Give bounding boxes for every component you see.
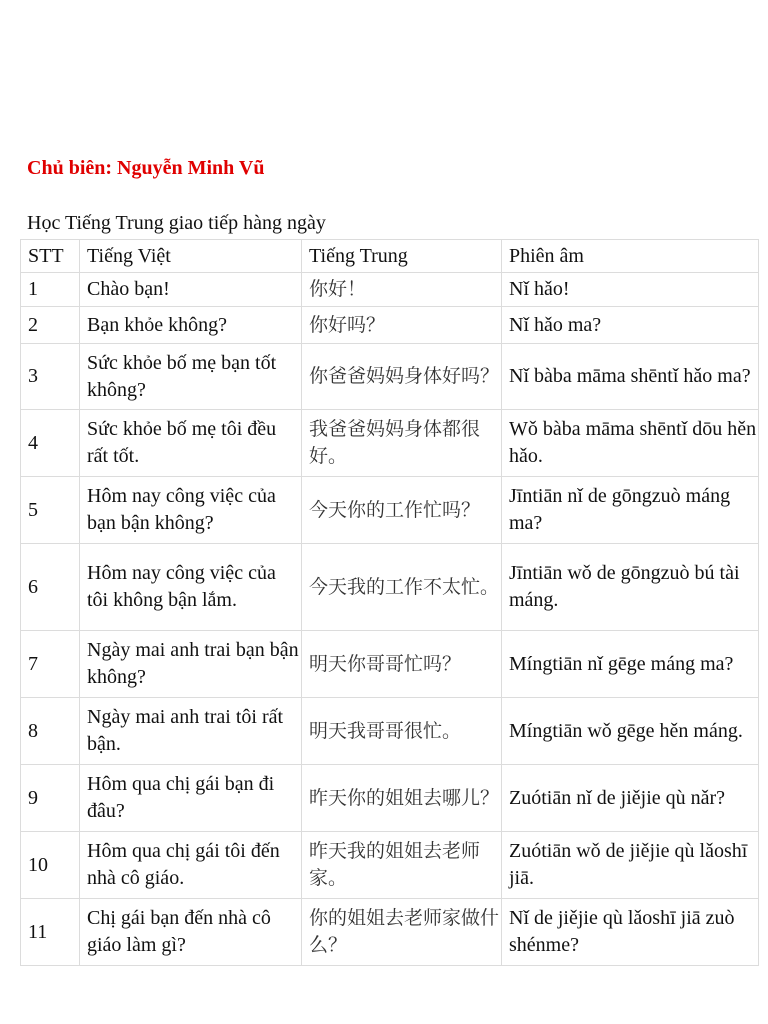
chinese-text: 明天我哥哥很忙。 — [302, 698, 502, 765]
table-row — [21, 544, 759, 631]
table-row — [21, 273, 759, 307]
row-number: 4 — [21, 410, 80, 477]
vietnamese-text: Ngày mai anh trai bạn bận không? — [80, 631, 302, 698]
table-row — [21, 477, 759, 544]
pinyin-text: Nǐ de jiějie qù lǎoshī jiā zuò shénme? — [502, 899, 759, 966]
document-title: Học Tiếng Trung giao tiếp hàng ngày — [27, 212, 326, 234]
pinyin-text: Zuótiān wǒ de jiějie qù lǎoshī jiā. — [502, 832, 759, 899]
table-header-row — [21, 240, 759, 273]
pinyin-text: Wǒ bàba māma shēntǐ dōu hěn hǎo. — [502, 410, 759, 477]
pinyin-text: Nǐ hǎo ma? — [502, 307, 759, 344]
vietnamese-text: Hôm nay công việc của tôi không bận lắm. — [80, 544, 302, 631]
chinese-text: 你爸爸妈妈身体好吗？ — [302, 344, 502, 410]
chinese-text: 你好吗？ — [302, 307, 502, 344]
chinese-text: 昨天你的姐姐去哪儿？ — [302, 765, 502, 832]
chinese-text: 明天你哥哥忙吗？ — [302, 631, 502, 698]
row-number: 7 — [21, 631, 80, 698]
pinyin-text: Nǐ hǎo! — [502, 273, 759, 307]
table-row — [21, 698, 759, 765]
chinese-text: 你好！ — [302, 273, 502, 307]
chinese-text: 昨天我的姐姐去老师家。 — [302, 832, 502, 899]
row-number: 11 — [21, 899, 80, 966]
vietnamese-text: Chị gái bạn đến nhà cô giáo làm gì? — [80, 899, 302, 966]
pinyin-text: Zuótiān nǐ de jiějie qù nǎr? — [502, 765, 759, 832]
pinyin-text: Nǐ bàba māma shēntǐ hǎo ma? — [502, 344, 759, 410]
row-number: 10 — [21, 832, 80, 899]
chinese-text: 你的姐姐去老师家做什么？ — [302, 899, 502, 966]
pinyin-text: Jīntiān wǒ de gōngzuò bú tài máng. — [502, 544, 759, 631]
vietnamese-text: Sức khỏe bố mẹ tôi đều rất tốt. — [80, 410, 302, 477]
row-number: 2 — [21, 307, 80, 344]
table-row — [21, 631, 759, 698]
vietnamese-text: Hôm qua chị gái tôi đến nhà cô giáo. — [80, 832, 302, 899]
row-number: 3 — [21, 344, 80, 410]
table-row — [21, 832, 759, 899]
vietnamese-text: Bạn khỏe không? — [80, 307, 302, 344]
vietnamese-text: Sức khỏe bố mẹ bạn tốt không? — [80, 344, 302, 410]
pinyin-text: Jīntiān nǐ de gōngzuò máng ma? — [502, 477, 759, 544]
table-row — [21, 765, 759, 832]
table-row — [21, 899, 759, 966]
pinyin-text: Míngtiān wǒ gēge hěn máng. — [502, 698, 759, 765]
header-stt: STT — [21, 240, 80, 273]
vietnamese-text: Hôm qua chị gái bạn đi đâu? — [80, 765, 302, 832]
row-number: 5 — [21, 477, 80, 544]
chinese-text: 今天我的工作不太忙。 — [302, 544, 502, 631]
row-number: 8 — [21, 698, 80, 765]
vietnamese-text: Chào bạn! — [80, 273, 302, 307]
chinese-text: 今天你的工作忙吗？ — [302, 477, 502, 544]
table-row — [21, 410, 759, 477]
pinyin-text: Míngtiān nǐ gēge máng ma? — [502, 631, 759, 698]
author-credit: Chủ biên: Nguyễn Minh Vũ — [27, 157, 265, 179]
vietnamese-text: Hôm nay công việc của bạn bận không? — [80, 477, 302, 544]
header-vietnamese: Tiếng Việt — [80, 240, 302, 273]
chinese-text: 我爸爸妈妈身体都很好。 — [302, 410, 502, 477]
header-pinyin: Phiên âm — [502, 240, 759, 273]
row-number: 6 — [21, 544, 80, 631]
vocabulary-table — [20, 239, 759, 966]
vietnamese-text: Ngày mai anh trai tôi rất bận. — [80, 698, 302, 765]
header-chinese: Tiếng Trung — [302, 240, 502, 273]
row-number: 9 — [21, 765, 80, 832]
table-row — [21, 307, 759, 344]
row-number: 1 — [21, 273, 80, 307]
table-row — [21, 344, 759, 410]
